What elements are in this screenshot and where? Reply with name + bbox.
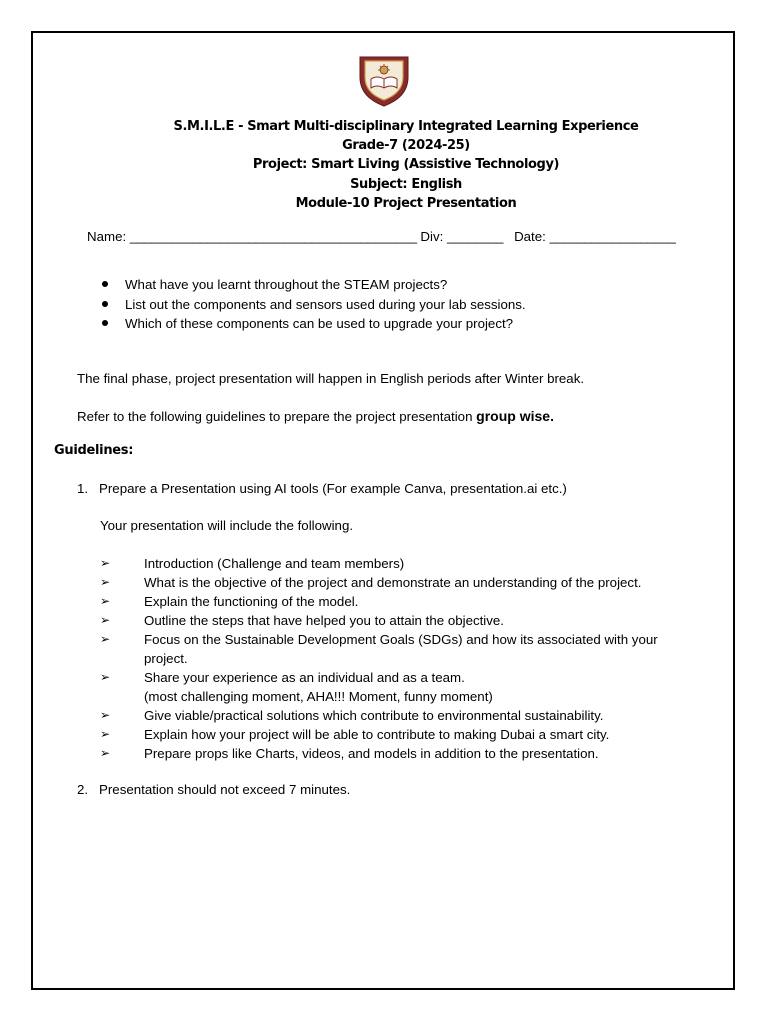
name-label: Name: (87, 229, 127, 244)
document-header (0, 117, 768, 213)
bullet-icon (102, 320, 108, 326)
guideline-item-1: 1. Prepare a Presentation using AI tools (For example Canva, presentation.ai etc.) (77, 481, 567, 496)
include-intro-text: Your presentation will include the following. (100, 518, 354, 533)
list-item: ➢ Prepare props like Charts, videos, and models in addition to the presentation. (100, 746, 599, 761)
list-item: ➢ Focus on the Sustainable Development Goals (SDGs) and how its associated with your project. (100, 632, 658, 666)
arrow-bullet-icon: ➢ (100, 556, 111, 570)
list-item: What have you learnt throughout the STEAM projects? (100, 275, 526, 295)
arrow-bullet-icon: ➢ (100, 613, 111, 627)
program-title: S.M.I.L.E - Smart Multi-disciplinary Integrated Learning Experience (173, 119, 639, 134)
group-wise-emphasis: group wise. (476, 408, 554, 424)
subject-line: Subject: English (350, 176, 462, 192)
bullet-icon (102, 281, 108, 287)
arrow-bullet-icon: ➢ (100, 670, 111, 684)
presentation-contents-list (100, 554, 704, 763)
arrow-bullet-icon: ➢ (100, 727, 111, 741)
date-field-blank[interactable]: __________________ (549, 229, 676, 244)
list-item: ➢ Explain how your project will be able to contribute to making Dubai a smart city. (100, 727, 610, 742)
guideline-item-2: 2. Presentation should not exceed 7 minutes. (77, 782, 351, 797)
arrow-bullet-icon: ➢ (100, 632, 111, 646)
guidelines-heading: Guidelines: (54, 443, 134, 458)
date-label: Date: (514, 229, 546, 244)
reflection-questions-list (100, 275, 526, 334)
div-label: Div: (420, 229, 444, 244)
student-details-line (87, 229, 675, 244)
arrow-bullet-icon: ➢ (100, 575, 111, 589)
arrow-bullet-icon: ➢ (100, 746, 111, 760)
bullet-icon (102, 301, 108, 307)
experience-subnote: (most challenging moment, AHA!!! Moment, funny moment) (144, 689, 493, 704)
arrow-bullet-icon: ➢ (100, 594, 111, 608)
list-item: ➢ Give viable/practical solutions which contribute to environmental sustainability. (100, 708, 604, 723)
div-field-blank[interactable]: ________ (447, 229, 503, 244)
list-item: ➢ Introduction (Challenge and team members) (100, 556, 405, 571)
module-line: Module-10 Project Presentation (295, 195, 517, 211)
list-item: ➢ Outline the steps that have helped you to attain the objective. (100, 613, 504, 628)
list-item: Which of these components can be used to upgrade your project? (100, 314, 526, 334)
list-item: ➢ What is the objective of the project and demonstrate an understanding of the project. (100, 575, 642, 590)
list-item: ➢ Share your experience as an individual and as a team. (most challenging moment, AHA!!! Moment, funny moment) (100, 670, 493, 704)
instruction-paragraph: Refer to the following guidelines to prepare the project presentation group wise. (77, 408, 554, 424)
arrow-bullet-icon: ➢ (100, 708, 111, 722)
list-item: List out the components and sensors used during your lab sessions. (100, 295, 526, 315)
project-line: Project: Smart Living (Assistive Technology) (252, 157, 560, 173)
name-field-blank[interactable]: _________________________________________ (129, 229, 417, 244)
grade-line: Grade-7 (2024-25) (342, 138, 470, 154)
intro-paragraph: The final phase, project presentation will happen in English periods after Winter break. (77, 371, 585, 386)
list-item: ➢ Explain the functioning of the model. (100, 594, 359, 609)
school-crest-logo (357, 55, 411, 107)
